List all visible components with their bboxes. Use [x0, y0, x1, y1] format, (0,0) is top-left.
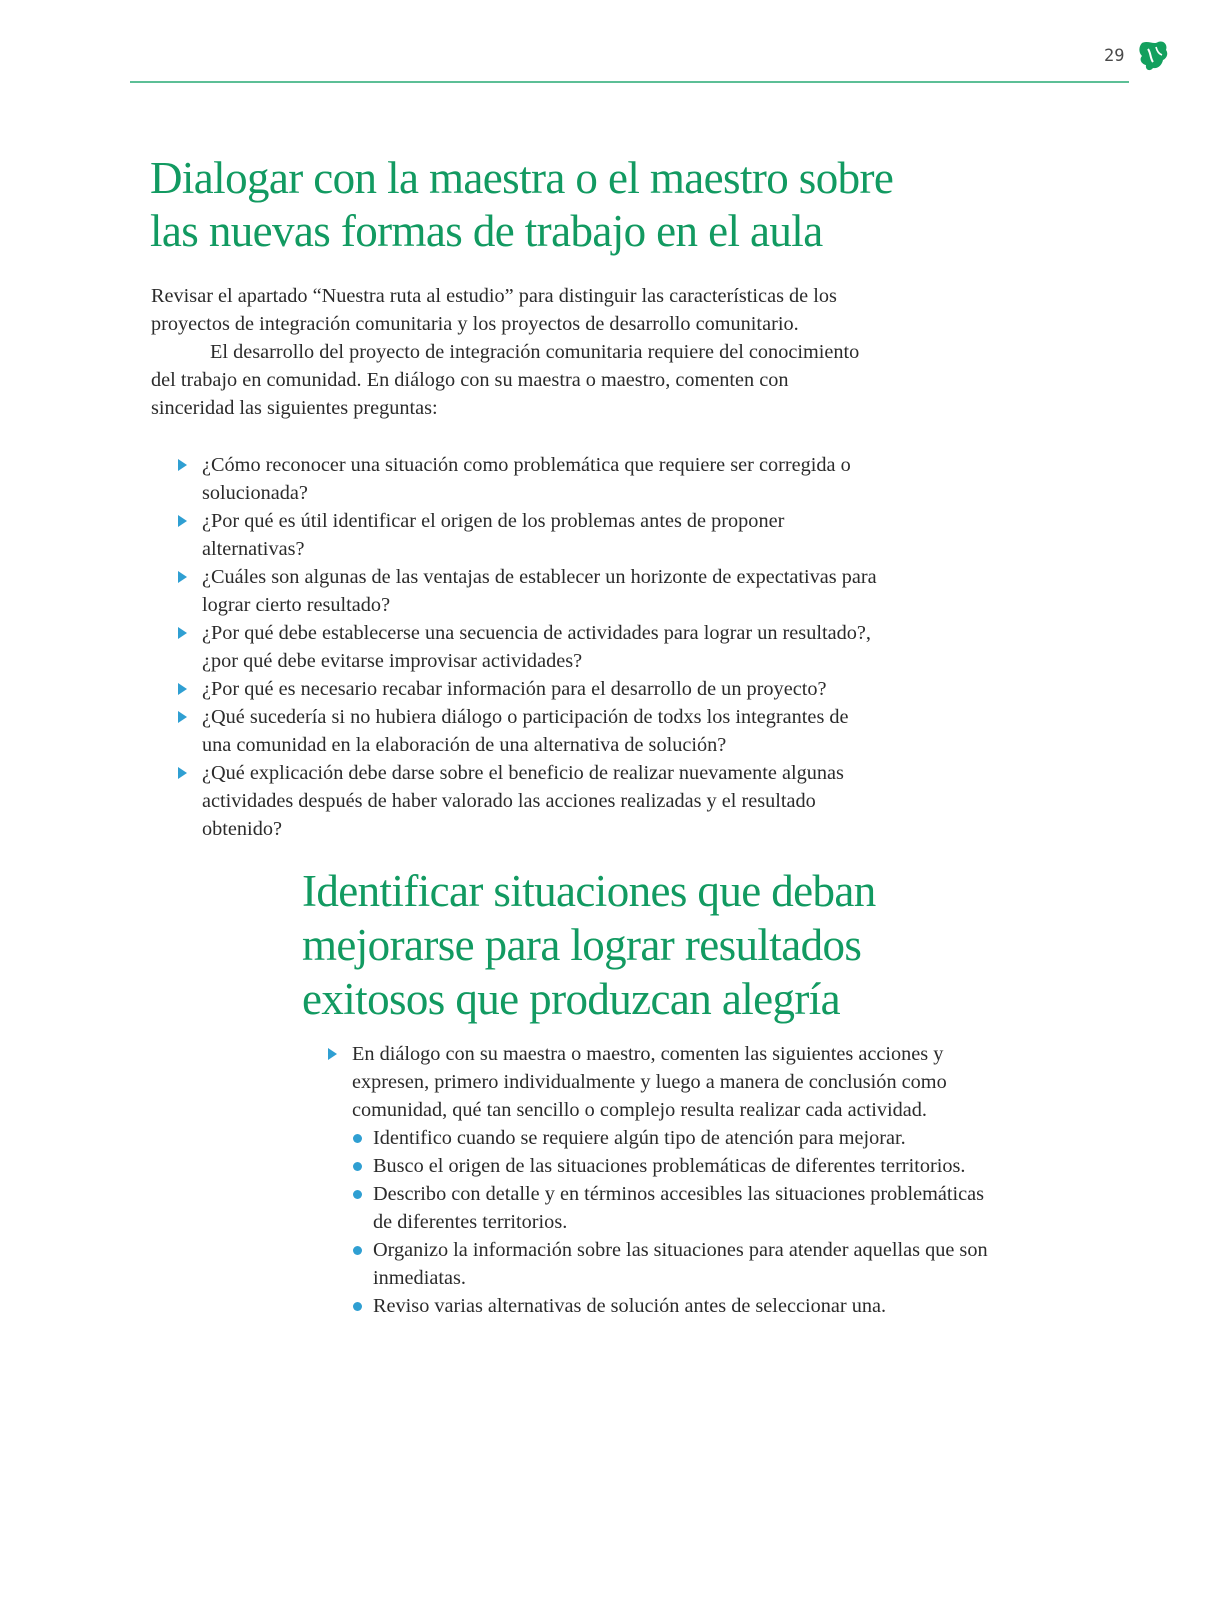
dot-bullet-icon [353, 1162, 362, 1171]
triangle-bullet-icon [178, 515, 187, 527]
intro-paragraph: El desarrollo del proyecto de integración comunitaria requiere del conocimiento del trabajo en comunidad. En diálogo con su maestra o maestro, comenten con sinceridad las siguientes preguntas: [151, 341, 860, 419]
triangle-bullet-icon [328, 1048, 337, 1060]
header-rule [130, 81, 1129, 83]
triangle-bullet-icon [178, 571, 187, 583]
page-number: 29 [1104, 46, 1125, 66]
question-item: ¿Qué sucedería si no hubiera diálogo o participación de todxs los integrantes de una comunidad en la elaboración de una alternativa de solución? [178, 703, 878, 759]
question-item: ¿Qué explicación debe darse sobre el beneficio de realizar nuevamente algunas actividades después de haber valorado las acciones realizadas y el resultado obtenido? [178, 759, 878, 843]
dot-bullet-icon [353, 1134, 362, 1143]
action-item: Busco el origen de las situaciones problemáticas de diferentes territorios. [352, 1152, 988, 1180]
question-item: ¿Cómo reconocer una situación como problemática que requiere ser corregida o solucionada? [178, 451, 878, 507]
triangle-bullet-icon [178, 683, 187, 695]
triangle-bullet-icon [178, 627, 187, 639]
question-list [178, 451, 878, 843]
action-item: Identifico cuando se requiere algún tipo de atención para mejorar. [352, 1124, 988, 1152]
title-line: exitosos que produzcan alegría [302, 974, 841, 1024]
action-item: Organizo la información sobre las situaciones para atender aquellas que son inmediatas. [352, 1236, 988, 1292]
question-item: ¿Por qué es necesario recabar información para el desarrollo de un proyecto? [178, 675, 878, 703]
title-line: Dialogar con la maestra o el maestro sobre [150, 153, 894, 203]
section-title-identificar [302, 864, 942, 1026]
question-item: ¿Cuáles son algunas de las ventajas de establecer un horizonte de expectativas para lograr cierto resultado? [178, 563, 878, 619]
triangle-bullet-icon [178, 711, 187, 723]
actions-block [328, 1040, 988, 1320]
triangle-bullet-icon [178, 767, 187, 779]
title-line: mejorarse para lograr resultados [302, 920, 862, 970]
title-line: las nuevas formas de trabajo en el aula [150, 206, 823, 256]
dot-bullet-icon [353, 1190, 362, 1199]
question-item: ¿Por qué es útil identificar el origen de los problemas antes de proponer alternativas? [178, 507, 878, 563]
action-item: Describo con detalle y en términos accesibles las situaciones problemáticas de diferentes territorios. [352, 1180, 988, 1236]
question-item: ¿Por qué debe establecerse una secuencia de actividades para lograr un resultado?, ¿por qué debe evitarse improvisar actividades? [178, 619, 878, 675]
dot-bullet-icon [353, 1246, 362, 1255]
section-title-dialogar [150, 152, 910, 258]
intro-paragraph: Revisar el apartado “Nuestra ruta al estudio” para distinguir las características de los proyectos de integración comunitaria y los proyectos de desarrollo comunitario. [151, 285, 837, 335]
dot-bullet-icon [353, 1302, 362, 1311]
green-leaf-logo-icon [1136, 39, 1170, 73]
title-line: Identificar situaciones que deban [302, 866, 876, 916]
action-list [328, 1124, 988, 1320]
triangle-bullet-icon [178, 459, 187, 471]
action-item: Reviso varias alternativas de solución antes de seleccionar una. [352, 1292, 988, 1320]
intro-text [151, 282, 871, 422]
actions-lead: En diálogo con su maestra o maestro, comenten las siguientes acciones y expresen, primero individualmente y luego a manera de conclusión como comunidad, qué tan sencillo o complejo resulta realizar cada actividad. [328, 1040, 988, 1124]
